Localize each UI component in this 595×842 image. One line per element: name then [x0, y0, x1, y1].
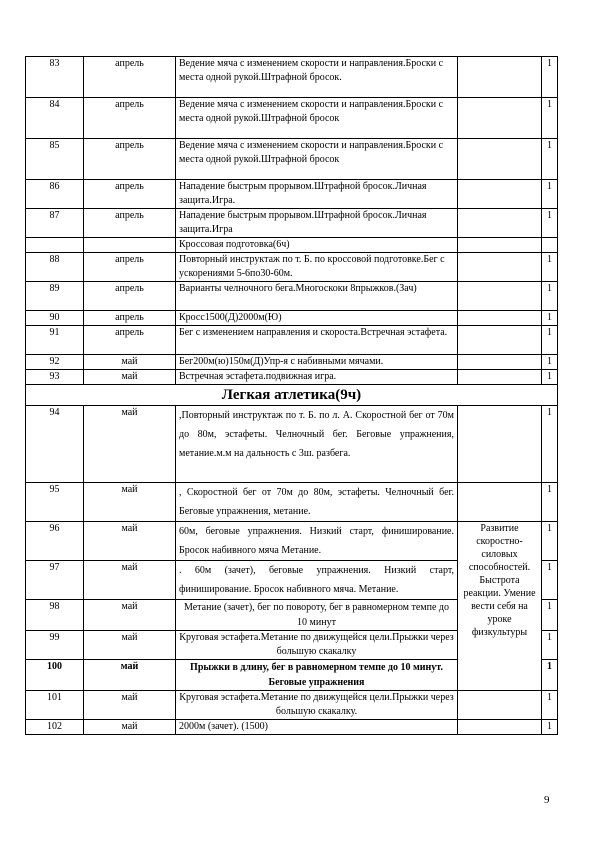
lesson-note: [458, 139, 542, 180]
lesson-note: [458, 180, 542, 209]
table-row: [26, 522, 558, 561]
lesson-topic: Нападение быстрым прорывом.Штрафной бросок.Личная защита.Игра: [176, 209, 458, 238]
lesson-month: май: [84, 631, 176, 660]
lesson-month: май: [84, 660, 176, 691]
lesson-note: [458, 98, 542, 139]
lesson-note: [458, 57, 542, 98]
lesson-hours: 1: [542, 600, 558, 631]
lesson-number: 91: [26, 326, 84, 355]
lesson-month: май: [84, 483, 176, 522]
lesson-note: [458, 370, 542, 385]
lesson-month: май: [84, 406, 176, 483]
lesson-hours: 1: [542, 522, 558, 561]
lesson-hours: 1: [542, 631, 558, 660]
lesson-note: [458, 483, 542, 522]
lesson-hours: 1: [542, 355, 558, 370]
table-row: [26, 209, 558, 238]
lesson-topic: Круговая эстафета.Метание по движущейся цели.Прыжки через большую скакалку.: [176, 691, 458, 720]
lesson-number: 83: [26, 57, 84, 98]
lesson-number: 88: [26, 253, 84, 282]
lesson-topic: Круговая эстафета.Метание по движущейся цели.Прыжки через большую скакалку: [176, 631, 458, 660]
lesson-topic: Бег с изменением направления и скороста.Встречная эстафета.: [176, 326, 458, 355]
table-row: [26, 483, 558, 522]
lesson-plan-table: [25, 56, 558, 735]
lesson-hours: 1: [542, 180, 558, 209]
section-row: [26, 385, 558, 406]
lesson-note: [458, 720, 542, 735]
lesson-note: [458, 311, 542, 326]
lesson-number: 101: [26, 691, 84, 720]
lesson-month: апрель: [84, 253, 176, 282]
table-row: [26, 720, 558, 735]
lesson-topic: Бег200м(ю)150м(Д)Упр-я с набивными мячами.: [176, 355, 458, 370]
lesson-topic: Ведение мяча с изменением скорости и направления.Броски с места одной рукой.Штрафной бросок: [176, 98, 458, 139]
lesson-note: [458, 282, 542, 311]
table-row: [26, 370, 558, 385]
lesson-number: 86: [26, 180, 84, 209]
lesson-topic: 2000м (зачет). (1500): [176, 720, 458, 735]
lesson-hours: 1: [542, 311, 558, 326]
lesson-number: 87: [26, 209, 84, 238]
lesson-hours: 1: [542, 282, 558, 311]
table-row: [26, 406, 558, 483]
lesson-topic: ,Повторный инструктаж по т. Б. по л. А. Скоростной бег от 70м до 80м, эстафеты. Челночный бег. Беговые упражнения, метание.м.м на дальность с 3ш. разбега.: [176, 406, 458, 483]
subsection-row: [26, 238, 558, 253]
lesson-topic: Прыжки в длину, бег в равномерном темпе до 10 минут. Беговые упражнения: [176, 660, 458, 691]
lesson-month: апрель: [84, 98, 176, 139]
lesson-number: 93: [26, 370, 84, 385]
lesson-number: 99: [26, 631, 84, 660]
table-row: [26, 355, 558, 370]
lesson-number: 84: [26, 98, 84, 139]
lesson-hours: 1: [542, 660, 558, 691]
lesson-month: апрель: [84, 57, 176, 98]
lesson-number: 92: [26, 355, 84, 370]
lesson-number: 98: [26, 600, 84, 631]
lesson-hours: 1: [542, 406, 558, 483]
lesson-number: 102: [26, 720, 84, 735]
lesson-topic: . 60м (зачет), беговые упражнения. Низкий старт, финиширование. Бросок набивного мяча. Метание.: [176, 561, 458, 600]
lesson-month: май: [84, 720, 176, 735]
lesson-topic: Встречная эстафета.подвижная игра.: [176, 370, 458, 385]
lesson-note: Развитие скоростно-силовых способностей. Быстрота реакции. Умение вести себя на уроке физкультуры: [458, 522, 542, 691]
lesson-number: 100: [26, 660, 84, 691]
table-row: [26, 57, 558, 98]
lesson-hours: 1: [542, 561, 558, 600]
lesson-note: [458, 253, 542, 282]
table-row: [26, 691, 558, 720]
table-row: [26, 98, 558, 139]
lesson-topic: , Скоростной бег от 70м до 80м, эстафеты. Челночный бег. Беговые упражнения, метание.: [176, 483, 458, 522]
page-number: 9: [544, 794, 550, 806]
table-row: [26, 326, 558, 355]
lesson-topic: Нападение быстрым прорывом.Штрафной бросок.Личная защита.Игра.: [176, 180, 458, 209]
table-row: [26, 311, 558, 326]
lesson-number: 89: [26, 282, 84, 311]
lesson-number: 90: [26, 311, 84, 326]
section-title: Легкая атлетика(9ч): [26, 385, 558, 406]
lesson-note: [458, 209, 542, 238]
lesson-month: май: [84, 600, 176, 631]
lesson-note: [458, 406, 542, 483]
lesson-hours: 1: [542, 57, 558, 98]
lesson-hours: 1: [542, 253, 558, 282]
lesson-hours: 1: [542, 691, 558, 720]
subsection-title: Кроссовая подготовка(6ч): [176, 238, 458, 253]
lesson-month: май: [84, 691, 176, 720]
lesson-month: апрель: [84, 326, 176, 355]
lesson-number: 85: [26, 139, 84, 180]
lesson-hours: 1: [542, 370, 558, 385]
lesson-hours: 1: [542, 139, 558, 180]
lesson-month: апрель: [84, 209, 176, 238]
lesson-topic: Варианты челночного бега.Многоскоки 8прыжков.(Зач): [176, 282, 458, 311]
table-row: [26, 253, 558, 282]
lesson-topic: Ведение мяча с изменением скорости и направления.Броски с места одной рукой.Штрафной бросок.: [176, 57, 458, 98]
lesson-note: [458, 691, 542, 720]
lesson-topic: Повторный инструктаж по т. Б. по кроссовой подготовке.Бег с ускорениями 5-6по30-60м.: [176, 253, 458, 282]
lesson-note: [458, 355, 542, 370]
lesson-month: апрель: [84, 282, 176, 311]
lesson-hours: 1: [542, 720, 558, 735]
table-row: [26, 180, 558, 209]
lesson-month: май: [84, 561, 176, 600]
lesson-month: май: [84, 370, 176, 385]
lesson-topic: Ведение мяча с изменением скорости и направления.Броски с места одной рукой.Штрафной бросок: [176, 139, 458, 180]
lesson-topic: Метание (зачет), бег по повороту, бег в равномерном темпе до 10 минут: [176, 600, 458, 631]
lesson-note: [458, 326, 542, 355]
table-row: [26, 139, 558, 180]
lesson-number: 94: [26, 406, 84, 483]
lesson-number: 95: [26, 483, 84, 522]
lesson-topic: Кросс1500(Д)2000м(Ю): [176, 311, 458, 326]
lesson-topic: 60м, беговые упражнения. Низкий старт, финиширование. Бросок набивного мяча Метание.: [176, 522, 458, 561]
table-row: [26, 282, 558, 311]
lesson-hours: 1: [542, 483, 558, 522]
lesson-month: май: [84, 355, 176, 370]
lesson-number: 97: [26, 561, 84, 600]
lesson-month: май: [84, 522, 176, 561]
lesson-hours: 1: [542, 209, 558, 238]
lesson-hours: 1: [542, 326, 558, 355]
lesson-month: апрель: [84, 139, 176, 180]
lesson-month: апрель: [84, 311, 176, 326]
lesson-hours: 1: [542, 98, 558, 139]
lesson-month: апрель: [84, 180, 176, 209]
lesson-number: 96: [26, 522, 84, 561]
